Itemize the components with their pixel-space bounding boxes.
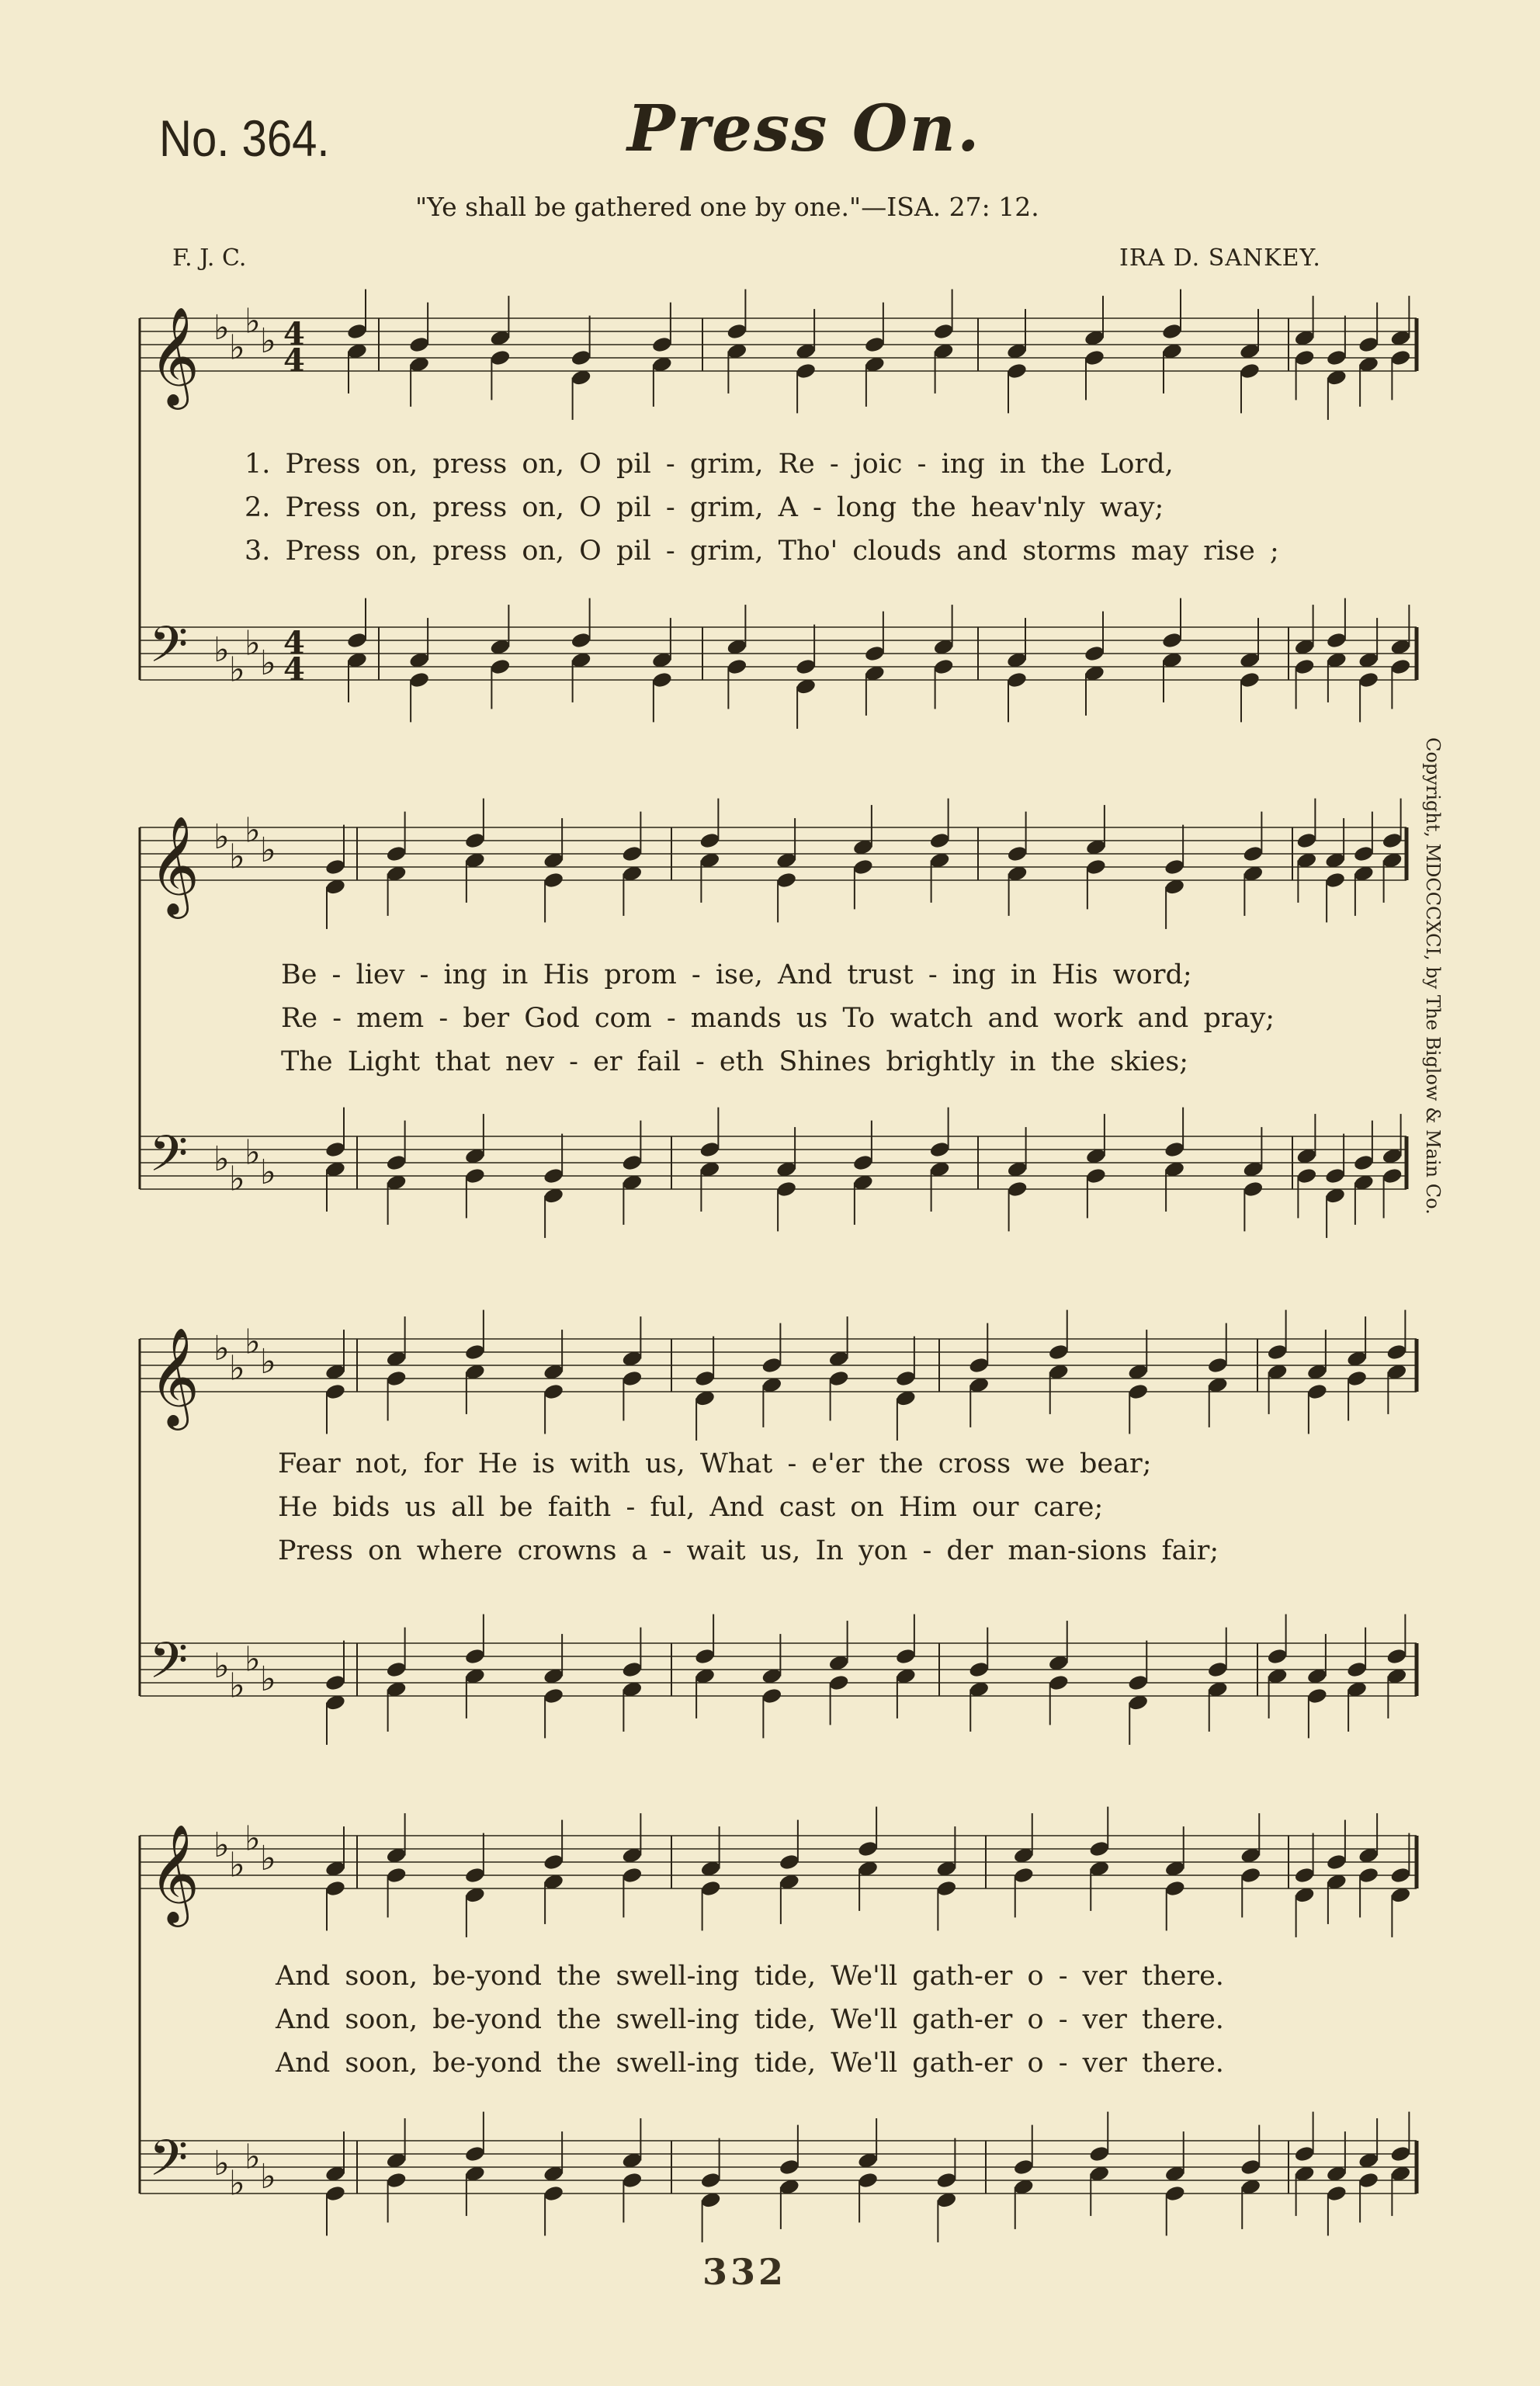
note-head xyxy=(1084,644,1105,662)
flat-icon: ♭ xyxy=(245,1132,261,1173)
flat-icon: ♭ xyxy=(245,810,261,851)
flat-icon: ♭ xyxy=(229,1159,245,1199)
lyric-line: 2. Press on, press on, O pil - grim, A - long the heav'nly way; xyxy=(245,492,1164,523)
note-head xyxy=(1267,1647,1289,1665)
note-head xyxy=(1295,831,1317,849)
note-head xyxy=(935,2171,957,2189)
note-head xyxy=(386,1153,408,1171)
note-head xyxy=(857,1840,879,1857)
note-head xyxy=(933,657,955,675)
flat-icon: ♭ xyxy=(229,2163,245,2204)
note-head xyxy=(1240,1866,1261,1884)
page-number: 332 xyxy=(702,2251,787,2293)
note-head xyxy=(1306,1382,1328,1400)
note-head xyxy=(489,657,511,675)
note-head xyxy=(464,1647,486,1665)
bass-clef-icon: 𝄢 xyxy=(149,616,189,686)
note-head xyxy=(828,1369,850,1387)
epigraph: "Ye shall be gathered one by one."—ISA. 27: 12. xyxy=(415,192,1039,222)
hymn-title: Press On. xyxy=(627,92,981,166)
note-head xyxy=(1127,1382,1149,1400)
note-head xyxy=(1324,871,1346,889)
note-head xyxy=(761,1356,782,1374)
note-head xyxy=(621,1153,643,1171)
note-head xyxy=(775,1180,797,1198)
lyric-line: He bids us all be faith - ful, And cast on Him our care; xyxy=(278,1492,1104,1523)
note-head xyxy=(1164,2184,1186,2202)
note-head xyxy=(699,831,720,849)
note-head xyxy=(1326,631,1348,649)
lyric-line: Be - liev - ing in His prom - ise, And trust - ing in His word; xyxy=(281,959,1192,990)
flat-icon: ♭ xyxy=(260,321,276,361)
note-head xyxy=(324,858,346,876)
flat-icon: ♭ xyxy=(213,1646,230,1686)
note-head xyxy=(543,1382,564,1400)
note-head xyxy=(386,1866,408,1884)
note-head xyxy=(700,2171,722,2189)
flat-icon: ♭ xyxy=(229,650,245,690)
note-head xyxy=(1164,858,1185,876)
note-head xyxy=(694,1369,716,1387)
note-head xyxy=(543,1167,564,1184)
note-head xyxy=(968,1660,990,1678)
note-head xyxy=(700,1879,722,1897)
note-head xyxy=(1294,2145,1316,2162)
note-head xyxy=(1294,349,1316,366)
note-head xyxy=(761,1687,782,1705)
note-head xyxy=(864,644,886,662)
note-head xyxy=(1161,322,1183,340)
flat-icon: ♭ xyxy=(260,643,276,683)
note-head xyxy=(621,1369,643,1387)
note-head xyxy=(1306,1687,1328,1705)
time-signature: 4 xyxy=(283,651,305,688)
flat-icon: ♭ xyxy=(229,1845,245,1885)
note-head xyxy=(464,1866,486,1884)
note-head xyxy=(1085,858,1107,876)
flat-icon: ♭ xyxy=(229,837,245,877)
note-head xyxy=(1382,1167,1403,1184)
note-head xyxy=(1088,1840,1110,1857)
lyric-line: Re - mem - ber God com - mands us To watch and work and pray; xyxy=(281,1003,1275,1034)
lyricist-credit: F. J. C. xyxy=(172,244,247,272)
time-signature: 4 xyxy=(283,342,305,379)
note-head xyxy=(699,1140,720,1158)
note-head xyxy=(543,1853,564,1871)
note-head xyxy=(1346,1660,1368,1678)
note-head xyxy=(1326,1853,1348,1871)
flat-icon: ♭ xyxy=(260,1153,276,1192)
bass-clef-icon: 𝄢 xyxy=(149,1125,189,1195)
note-head xyxy=(694,1647,716,1665)
note-head xyxy=(1389,1866,1411,1884)
note-head xyxy=(1006,362,1028,380)
note-head xyxy=(1240,2158,1261,2176)
flat-icon: ♭ xyxy=(213,308,230,348)
flat-icon: ♭ xyxy=(260,1659,276,1699)
note-head xyxy=(651,671,673,688)
lyric-line: 1. Press on, press on, O pil - grim, Re - joic - ing in the Lord, xyxy=(245,449,1174,480)
note-head xyxy=(1294,1866,1316,1884)
note-head xyxy=(857,2171,879,2189)
note-head xyxy=(929,831,951,849)
flat-icon: ♭ xyxy=(245,623,261,664)
note-head xyxy=(1382,831,1403,849)
note-head xyxy=(1346,1369,1368,1387)
note-head xyxy=(852,1153,874,1171)
note-head xyxy=(726,322,747,340)
note-head xyxy=(852,858,874,876)
treble-clef-icon: 𝄞 xyxy=(149,815,200,914)
note-head xyxy=(571,631,592,649)
note-head xyxy=(1294,657,1316,675)
treble-clef-icon: 𝄞 xyxy=(149,1327,200,1426)
time-signature: 4 xyxy=(283,316,305,352)
lyric-line: And soon, be-yond the swell-ing tide, We'll gath-er o - ver there. xyxy=(276,2048,1224,2079)
flat-icon: ♭ xyxy=(213,1139,230,1179)
note-head xyxy=(1006,671,1028,688)
note-head xyxy=(464,831,486,849)
note-head xyxy=(1353,844,1375,862)
note-head xyxy=(324,1673,346,1691)
note-head xyxy=(543,1687,564,1705)
note-head xyxy=(386,1369,408,1387)
flat-icon: ♭ xyxy=(213,1826,230,1865)
flat-icon: ♭ xyxy=(213,630,230,670)
flat-icon: ♭ xyxy=(245,301,261,342)
flat-icon: ♭ xyxy=(245,1322,261,1362)
note-head xyxy=(1164,1879,1186,1897)
note-head xyxy=(1084,349,1105,366)
note-head xyxy=(775,871,797,889)
lyric-line: Fear not, for He is with us, What - e'er the cross we bear; xyxy=(278,1448,1152,1479)
note-head xyxy=(621,844,643,862)
flat-icon: ♭ xyxy=(260,2157,276,2197)
note-head xyxy=(324,1879,346,1897)
note-head xyxy=(1048,1673,1070,1691)
flat-icon: ♭ xyxy=(245,1639,261,1680)
note-head xyxy=(324,2184,346,2202)
note-head xyxy=(1088,2145,1110,2162)
note-head xyxy=(1007,844,1028,862)
note-head xyxy=(1207,1356,1229,1374)
note-head xyxy=(1353,1153,1375,1171)
flat-icon: ♭ xyxy=(229,328,245,368)
note-head xyxy=(895,1647,917,1665)
note-head xyxy=(1358,1866,1379,1884)
note-head xyxy=(651,335,673,353)
note-head xyxy=(386,2171,408,2189)
note-head xyxy=(1389,2145,1411,2162)
flat-icon: ♭ xyxy=(245,1819,261,1859)
flat-icon: ♭ xyxy=(229,1666,245,1706)
note-head xyxy=(1326,349,1348,366)
flat-icon: ♭ xyxy=(213,1329,230,1368)
note-head xyxy=(929,1140,951,1158)
note-head xyxy=(543,871,564,889)
note-head xyxy=(1358,671,1379,688)
note-head xyxy=(968,1356,990,1374)
note-head xyxy=(1386,1343,1407,1361)
note-head xyxy=(1013,1866,1035,1884)
note-head xyxy=(489,349,511,366)
note-head xyxy=(621,1866,643,1884)
note-head xyxy=(795,362,817,380)
note-head xyxy=(933,322,955,340)
note-head xyxy=(1048,1343,1070,1361)
note-head xyxy=(1389,657,1411,675)
note-head xyxy=(1386,1647,1407,1665)
note-head xyxy=(621,1660,643,1678)
note-head xyxy=(1324,1167,1346,1184)
flat-icon: ♭ xyxy=(260,1342,276,1382)
composer-credit: IRA D. SANKEY. xyxy=(1119,244,1321,272)
note-head xyxy=(1389,349,1411,366)
flat-icon: ♭ xyxy=(229,1348,245,1389)
note-head xyxy=(1239,362,1261,380)
lyric-line: And soon, be-yond the swell-ing tide, We'll gath-er o - ver there. xyxy=(276,1961,1224,1992)
note-head xyxy=(1127,1673,1149,1691)
note-head xyxy=(1164,1140,1185,1158)
note-head xyxy=(1242,1180,1264,1198)
note-head xyxy=(779,2158,800,2176)
copyright-notice: Copyright, MDCCCXCI, by The Biglow & Main Co. xyxy=(1422,737,1444,1215)
flat-icon: ♭ xyxy=(213,2144,230,2183)
treble-clef-icon: 𝄞 xyxy=(149,306,200,405)
note-head xyxy=(464,2145,486,2162)
lyric-line: The Light that nev - er fail - eth Shines brightly in the skies; xyxy=(281,1046,1188,1077)
note-head xyxy=(1295,1167,1317,1184)
note-head xyxy=(1207,1660,1229,1678)
flat-icon: ♭ xyxy=(260,831,276,870)
note-head xyxy=(1358,2171,1379,2189)
note-head xyxy=(828,1673,850,1691)
lyric-line: 3. Press on, press on, O pil - grim, Tho' clouds and storms may rise ; xyxy=(245,536,1279,567)
note-head xyxy=(386,1660,408,1678)
hymn-number: No. 364. xyxy=(159,109,330,167)
note-head xyxy=(324,1140,346,1158)
note-head xyxy=(464,1167,486,1184)
note-head xyxy=(1085,1167,1107,1184)
note-head xyxy=(864,335,886,353)
bass-clef-icon: 𝄢 xyxy=(149,1632,189,1702)
note-head xyxy=(935,1879,957,1897)
flat-icon: ♭ xyxy=(260,1839,276,1878)
note-head xyxy=(386,844,408,862)
note-head xyxy=(346,631,368,649)
note-head xyxy=(621,2171,643,2189)
note-head xyxy=(726,657,747,675)
note-head xyxy=(346,322,368,340)
lyric-line: And soon, be-yond the swell-ing tide, We'll gath-er o - ver there. xyxy=(276,2004,1224,2035)
note-head xyxy=(1013,2158,1035,2176)
note-head xyxy=(1326,2184,1348,2202)
note-head xyxy=(1007,1180,1028,1198)
note-head xyxy=(1239,671,1261,688)
note-head xyxy=(795,657,817,675)
note-head xyxy=(1161,631,1183,649)
note-head xyxy=(779,1853,800,1871)
flat-icon: ♭ xyxy=(213,817,230,857)
note-head xyxy=(1267,1343,1289,1361)
note-head xyxy=(543,2184,564,2202)
note-head xyxy=(324,1382,346,1400)
note-head xyxy=(1358,335,1379,353)
note-head xyxy=(408,671,430,688)
lyric-line: Press on where crowns a - wait us, In yon - der man-sions fair; xyxy=(278,1535,1219,1566)
flat-icon: ♭ xyxy=(245,2137,261,2177)
note-head xyxy=(408,335,430,353)
note-head xyxy=(571,349,592,366)
treble-clef-icon: 𝄞 xyxy=(149,1823,200,1923)
note-head xyxy=(1242,844,1264,862)
time-signature: 4 xyxy=(283,625,305,661)
bass-clef-icon: 𝄢 xyxy=(149,2130,189,2200)
note-head xyxy=(895,1369,917,1387)
note-head xyxy=(464,1343,486,1361)
